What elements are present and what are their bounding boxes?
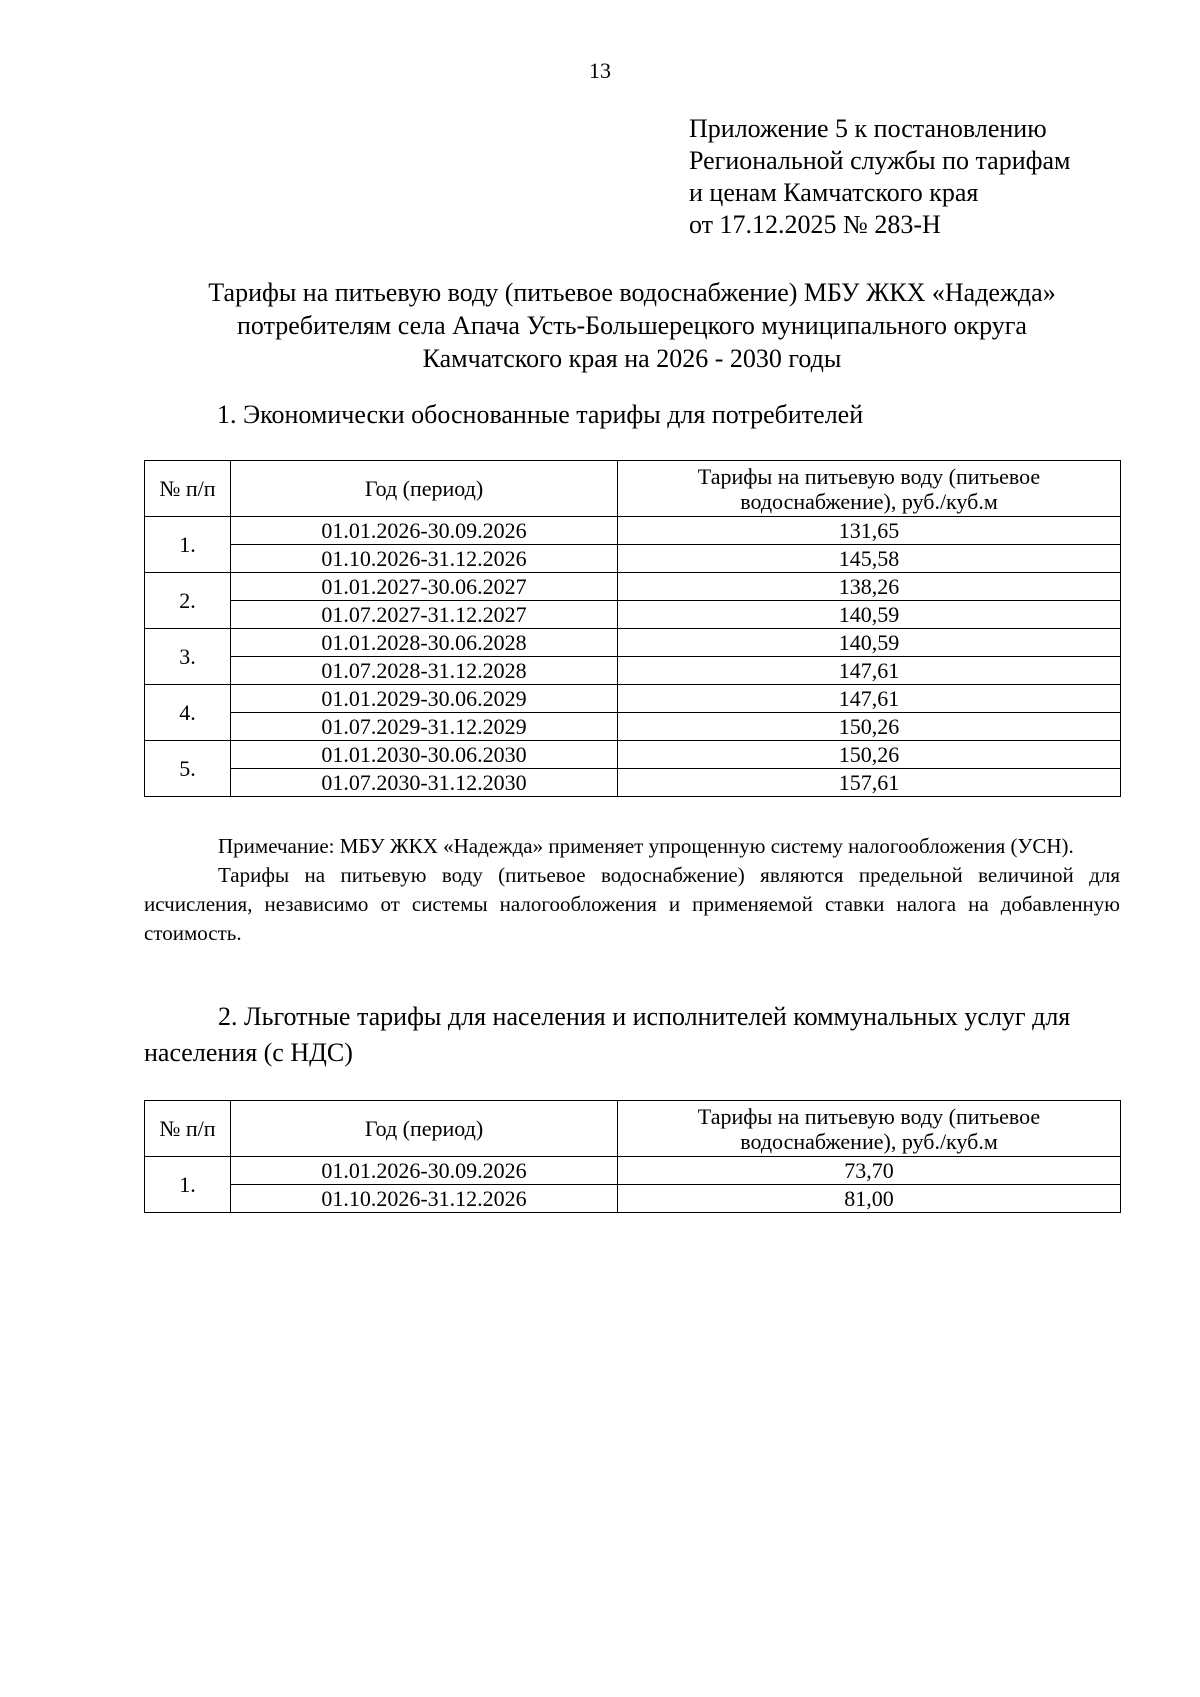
tariff-cell: 157,61	[618, 769, 1121, 797]
tariff-cell: 147,61	[618, 685, 1121, 713]
appendix-line: и ценам Камчатского края	[689, 178, 979, 207]
title-line: Тарифы на питьевую воду (питьевое водоснабжение) МБУ ЖКХ «Надежда»	[208, 278, 1056, 307]
header-tariff: Тарифы на питьевую воду (питьевое водоснабжение), руб./куб.м	[618, 1101, 1121, 1157]
tariff-cell: 81,00	[618, 1185, 1121, 1213]
row-number: 1.	[145, 517, 231, 573]
appendix-line: Региональной службы по тарифам	[689, 146, 1071, 175]
period-cell: 01.07.2029-31.12.2029	[231, 713, 618, 741]
table-row	[145, 517, 1121, 545]
row-number: 2.	[145, 573, 231, 629]
tariff-cell: 147,61	[618, 657, 1121, 685]
appendix-line: от 17.12.2025 № 283-Н	[689, 210, 941, 239]
table-header-row	[145, 461, 1121, 517]
table-header-row	[145, 1101, 1121, 1157]
period-cell: 01.07.2030-31.12.2030	[231, 769, 618, 797]
period-cell: 01.07.2028-31.12.2028	[231, 657, 618, 685]
period-cell: 01.10.2026-31.12.2026	[231, 545, 618, 573]
period-cell: 01.01.2029-30.06.2029	[231, 685, 618, 713]
table-row	[145, 769, 1121, 797]
economic-tariff-table	[144, 460, 1121, 797]
note-paragraph-1: Примечание: МБУ ЖКХ «Надежда» применяет упрощенную систему налогообложения (УСН).	[218, 834, 1074, 858]
table-row	[145, 601, 1121, 629]
period-cell: 01.01.2030-30.06.2030	[231, 741, 618, 769]
tariff-cell: 140,59	[618, 601, 1121, 629]
table-row	[145, 657, 1121, 685]
period-cell: 01.01.2027-30.06.2027	[231, 573, 618, 601]
tariff-cell: 145,58	[618, 545, 1121, 573]
period-cell: 01.10.2026-31.12.2026	[231, 1185, 618, 1213]
header-period: Год (период)	[231, 461, 618, 517]
row-number: 5.	[145, 741, 231, 797]
document-title	[144, 276, 1120, 375]
table-row	[145, 573, 1121, 601]
row-number: 1.	[145, 1157, 231, 1213]
tax-note	[144, 832, 1120, 948]
period-cell: 01.01.2028-30.06.2028	[231, 629, 618, 657]
title-line: Камчатского края на 2026 - 2030 годы	[422, 344, 842, 373]
table-row	[145, 629, 1121, 657]
period-cell: 01.07.2027-31.12.2027	[231, 601, 618, 629]
note-paragraph-2: Тарифы на питьевую воду (питьевое водоснабжение) являются предельной величиной для исчисления, независимо от системы налогообложения и применяемой ставки налога на добавленную стоимость.	[144, 863, 1120, 945]
section-2-heading-text: 2. Льготные тарифы для населения и исполнителей коммунальных услуг для населения (с НДС)	[144, 1002, 1071, 1067]
tariff-cell: 140,59	[618, 629, 1121, 657]
row-number: 3.	[145, 629, 231, 685]
header-number: № п/п	[145, 461, 231, 517]
section-1-heading: 1. Экономически обоснованные тарифы для потребителей	[217, 400, 864, 429]
title-line: потребителям села Апача Усть-Большерецкого муниципального округа	[237, 311, 1027, 340]
tariff-cell: 138,26	[618, 573, 1121, 601]
page-number: 13	[589, 58, 611, 83]
period-cell: 01.01.2026-30.09.2026	[231, 1157, 618, 1185]
appendix-reference	[689, 113, 1070, 241]
period-cell: 01.01.2026-30.09.2026	[231, 517, 618, 545]
header-number: № п/п	[145, 1101, 231, 1157]
header-tariff: Тарифы на питьевую воду (питьевое водоснабжение), руб./куб.м	[618, 461, 1121, 517]
row-number: 4.	[145, 685, 231, 741]
table-row	[145, 741, 1121, 769]
tariff-cell: 73,70	[618, 1157, 1121, 1185]
tariff-cell: 150,26	[618, 713, 1121, 741]
header-period: Год (период)	[231, 1101, 618, 1157]
table-row	[145, 713, 1121, 741]
table-row	[145, 1157, 1121, 1185]
tariff-cell: 150,26	[618, 741, 1121, 769]
table-row	[145, 1185, 1121, 1213]
tariff-cell: 131,65	[618, 517, 1121, 545]
appendix-line: Приложение 5 к постановлению	[689, 114, 1047, 143]
table-row	[145, 685, 1121, 713]
preferential-tariff-table	[144, 1100, 1121, 1213]
table-row	[145, 545, 1121, 573]
section-2-heading	[144, 999, 1120, 1071]
